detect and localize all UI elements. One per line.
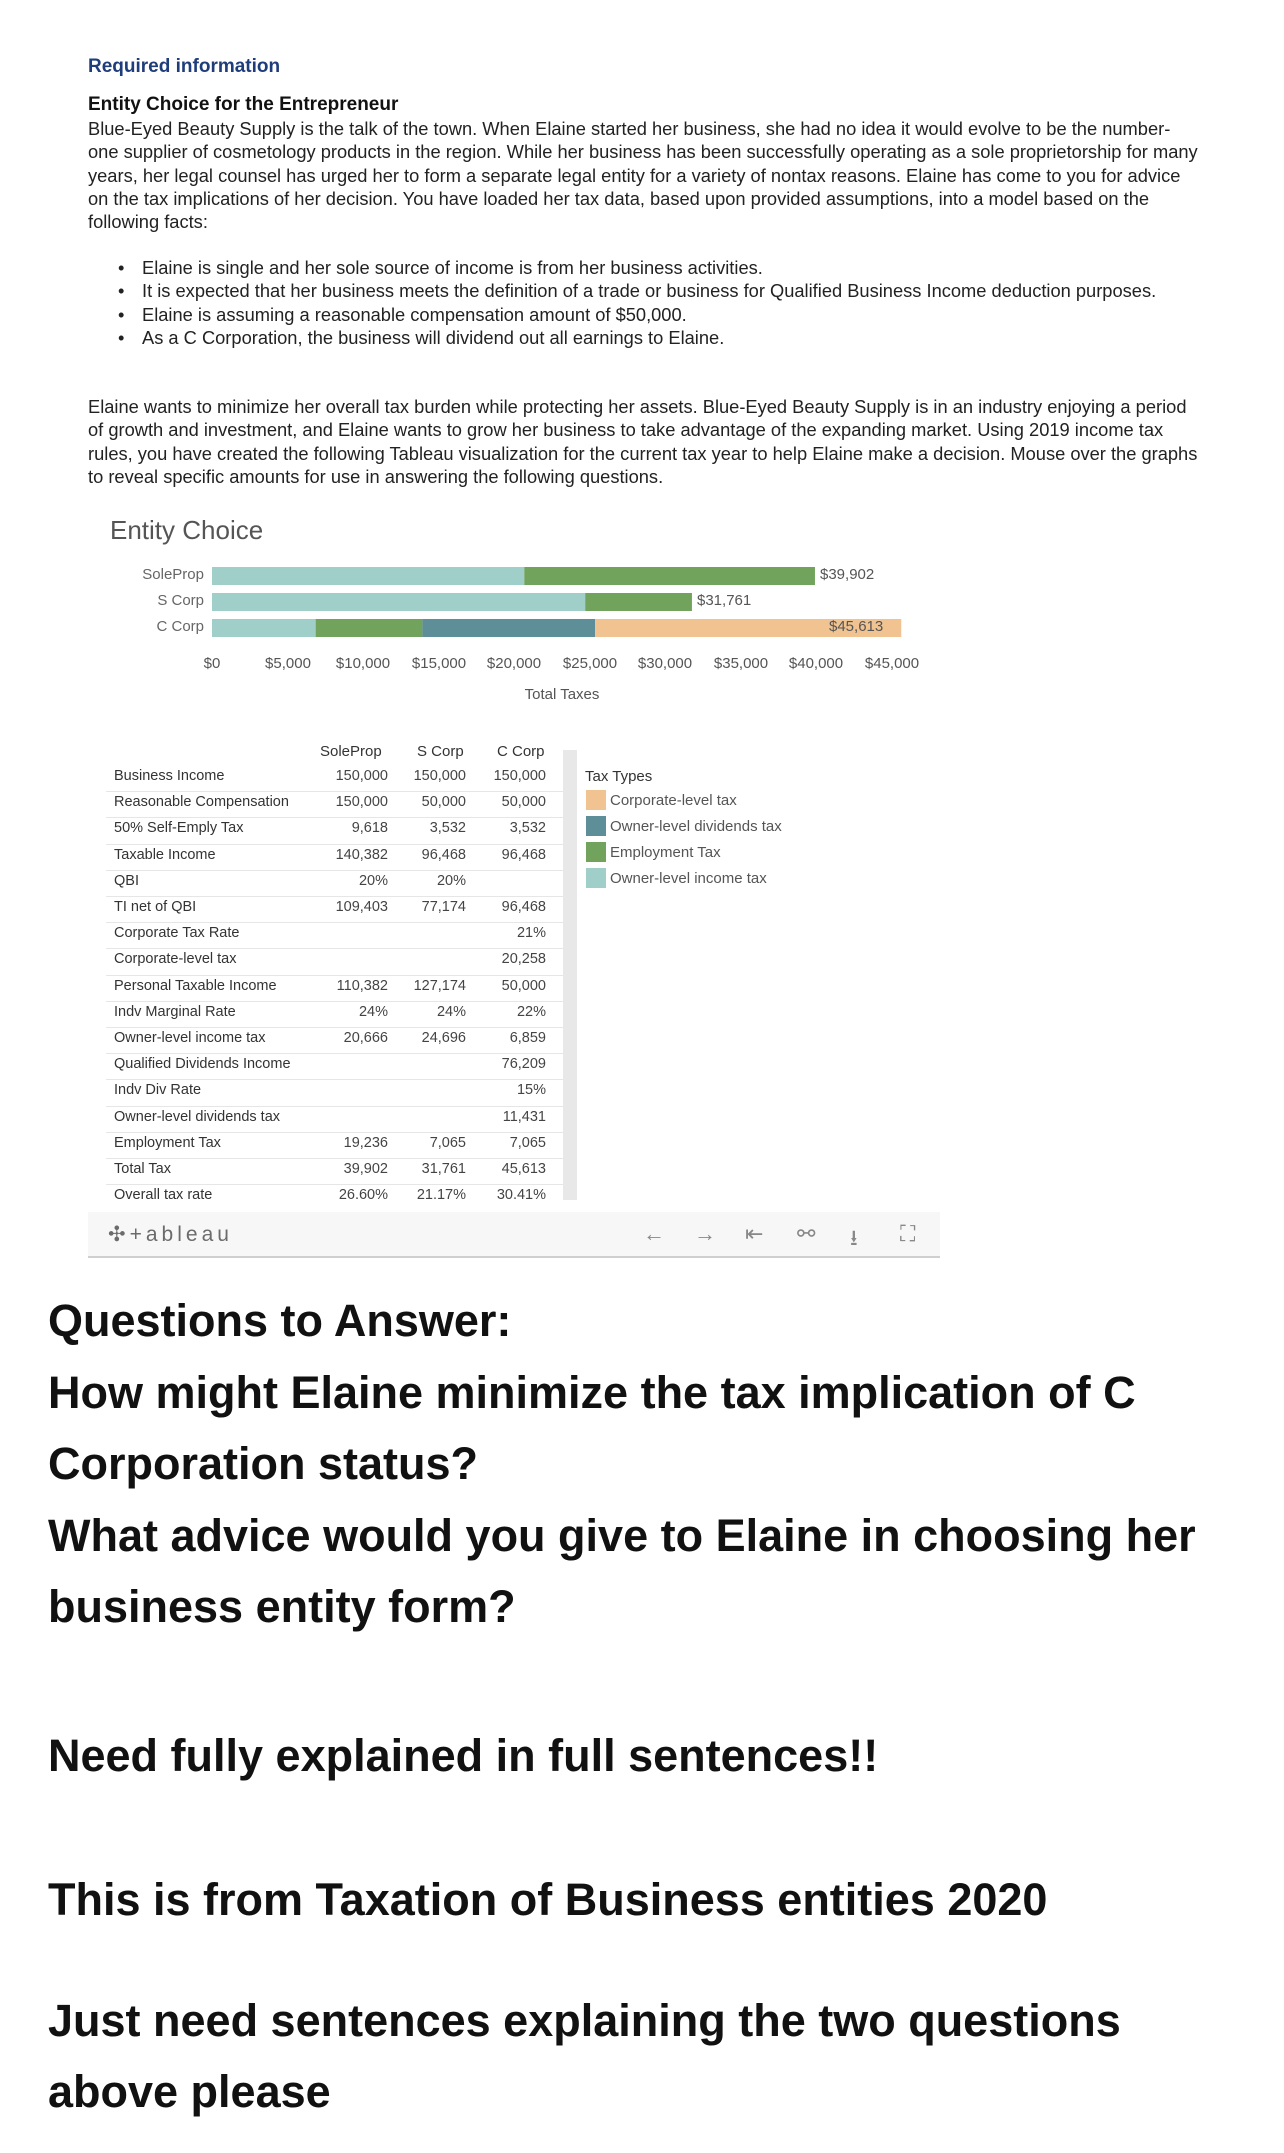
required-information-heading: Required information xyxy=(88,56,281,77)
table-cell: 19,236 xyxy=(343,1135,388,1151)
table-row-label: 50% Self-Emply Tax xyxy=(114,820,244,836)
table-cell: 3,532 xyxy=(509,820,546,836)
bar-segment[interactable] xyxy=(212,593,585,611)
table-cell: 96,468 xyxy=(421,847,466,863)
table-cell: 7,065 xyxy=(429,1135,466,1151)
table-cell: 21% xyxy=(516,925,546,941)
share-icon[interactable]: ⚯ xyxy=(797,1221,816,1246)
x-tick-label: $35,000 xyxy=(713,655,769,672)
table-row-divider xyxy=(106,1132,576,1133)
intro-paragraph: Blue-Eyed Beauty Supply is the talk of the town. When Elaine started her business, she had no idea it would evolve to be the number-one supplier of cosmetology products in the region. While her business has been successfully operating as a sole proprietorship for many years, her legal counsel has urged her to form a separate legal entity for a variety of nontax reasons. Elaine has come to you for advice on the tax implications of her decision. You have loaded her tax data, based upon provided assumptions, into a model based on the following facts: xyxy=(88,118,1198,233)
legend-item[interactable] xyxy=(586,841,721,863)
x-tick-label: $45,000 xyxy=(864,655,920,672)
bar-segment[interactable] xyxy=(422,619,595,637)
note-request-line-1: Just need sentences explaining the two questions xyxy=(48,1995,1121,2046)
table-cell: 140,382 xyxy=(335,847,388,863)
table-cell: 20,258 xyxy=(501,951,546,967)
table-cell: 96,468 xyxy=(501,847,546,863)
table-cell: 150,000 xyxy=(413,768,466,784)
table-cell: 6,859 xyxy=(509,1030,546,1046)
table-cell: 22% xyxy=(516,1004,546,1020)
table-header: C Corp xyxy=(497,743,545,760)
table-cell: 9,618 xyxy=(351,820,388,836)
viz-title: Entity Choice xyxy=(110,515,264,545)
tableau-mark-icon: ✣ xyxy=(108,1223,130,1246)
undo-icon[interactable]: ← xyxy=(643,1221,665,1246)
table-cell: 3,532 xyxy=(429,820,466,836)
legend-swatch xyxy=(586,790,606,810)
table-cell: 7,065 xyxy=(509,1135,546,1151)
bar-chart-svg xyxy=(0,0,1284,720)
tableau-logo[interactable] xyxy=(108,1222,233,1247)
table-cell: 11,431 xyxy=(502,1109,546,1125)
table-cell: 20,666 xyxy=(343,1030,388,1046)
table-cell: 20% xyxy=(358,873,388,889)
note-full-sentences: Need fully explained in full sentences!! xyxy=(48,1730,879,1781)
table-row-label: Qualified Dividends Income xyxy=(114,1056,291,1072)
table-row-divider xyxy=(106,1158,576,1159)
table-row-label: Corporate-level tax xyxy=(114,951,237,967)
legend-item[interactable] xyxy=(586,815,782,837)
table-cell: 15% xyxy=(516,1082,546,1098)
table-row-divider xyxy=(106,817,576,818)
x-tick-label: $30,000 xyxy=(637,655,693,672)
table-row-label: Taxable Income xyxy=(114,847,216,863)
goal-paragraph: Elaine wants to minimize her overall tax burden while protecting her assets. Blue-Eyed Beauty Supply is in an industry enjoying a period of growth and investment, and Elaine wants to grow her business to take advantage of the expanding market. Using 2019 income tax rules, you have created the following Tableau visualization for the current tax year to help Elaine make a decision. Mouse over the graphs to reveal specific amounts for use in answering the following questions. xyxy=(88,396,1198,487)
table-row-label: Corporate Tax Rate xyxy=(114,925,240,941)
x-tick-label: $20,000 xyxy=(486,655,542,672)
list-item: • Elaine is single and her sole source of income is from her business activities. xyxy=(118,256,1203,279)
revert-icon[interactable]: ⇤ xyxy=(745,1221,764,1246)
table-cell: 109,403 xyxy=(335,899,388,915)
x-tick-label: $15,000 xyxy=(411,655,467,672)
table-cell: 24,696 xyxy=(421,1030,466,1046)
list-item: • As a C Corporation, the business will dividend out all earnings to Elaine. xyxy=(118,326,1203,349)
redo-icon[interactable]: → xyxy=(694,1221,716,1246)
table-row-label: Business Income xyxy=(114,768,225,784)
table-row-label: Owner-level dividends tax xyxy=(114,1109,281,1125)
table-cell: 96,468 xyxy=(501,899,546,915)
table-header: S Corp xyxy=(417,743,464,760)
table-row-divider xyxy=(106,896,576,897)
table-row-divider xyxy=(106,1001,576,1002)
legend-swatch xyxy=(586,868,606,888)
x-tick-label: $5,000 xyxy=(265,655,311,672)
list-item: • It is expected that her business meets the definition of a trade or business for Qualified Business Income deduction purposes. xyxy=(118,279,1203,302)
legend-item[interactable] xyxy=(586,867,767,889)
table-cell: 30.41% xyxy=(496,1187,546,1203)
fullscreen-icon[interactable]: ⛶ xyxy=(900,1221,916,1246)
x-axis-title: Total Taxes xyxy=(524,686,600,703)
question-1-line-2: Corporation status? xyxy=(48,1438,479,1489)
table-cell: 150,000 xyxy=(335,794,388,810)
table-cell: 150,000 xyxy=(493,768,546,784)
bar-segment[interactable] xyxy=(585,593,692,611)
table-cell: 26.60% xyxy=(338,1187,388,1203)
table-row-label: Owner-level income tax xyxy=(114,1030,266,1046)
question-1-line-1: How might Elaine minimize the tax implication of C xyxy=(48,1367,1136,1418)
download-icon[interactable]: ⭳ xyxy=(850,1225,858,1250)
category-label: C Corp xyxy=(156,618,204,635)
table-cell: 31,761 xyxy=(421,1161,466,1177)
tableau-logo-text: +ableau xyxy=(129,1223,233,1246)
table-row-divider xyxy=(106,1184,576,1185)
legend-title: Tax Types xyxy=(585,768,653,785)
table-row-divider xyxy=(106,922,576,923)
table-header: SoleProp xyxy=(320,743,382,760)
question-2-line-2: business entity form? xyxy=(48,1581,516,1632)
table-cell: 50,000 xyxy=(421,794,466,810)
table-cell: 50,000 xyxy=(501,978,546,994)
note-request-line-2: above please xyxy=(48,2066,331,2117)
legend-swatch xyxy=(586,816,606,836)
table-row-label: Indv Marginal Rate xyxy=(114,1004,236,1020)
category-label: S Corp xyxy=(157,592,204,609)
table-row-divider xyxy=(106,1106,576,1107)
x-tick-label: $40,000 xyxy=(788,655,844,672)
table-row-divider xyxy=(106,1079,576,1080)
question-2-line-1: What advice would you give to Elaine in choosing her xyxy=(48,1510,1196,1561)
table-row-divider xyxy=(106,791,576,792)
list-item: • Elaine is assuming a reasonable compensation amount of $50,000. xyxy=(118,303,1203,326)
table-row-label: Employment Tax xyxy=(114,1135,221,1151)
table-cell: 150,000 xyxy=(335,768,388,784)
table-cell: 76,209 xyxy=(501,1056,546,1072)
table-row-label: Total Tax xyxy=(114,1161,171,1177)
table-cell: 45,613 xyxy=(501,1161,546,1177)
bar-segment[interactable] xyxy=(524,567,815,585)
bar-total-label: $31,761 xyxy=(697,592,752,609)
x-tick-label: $0 xyxy=(203,655,221,672)
table-row-divider xyxy=(106,975,576,976)
table-cell: 20% xyxy=(436,873,466,889)
table-row-divider xyxy=(106,1053,576,1054)
table-cell: 50,000 xyxy=(501,794,546,810)
table-row-divider xyxy=(106,948,576,949)
category-label: SoleProp xyxy=(142,566,204,583)
bar-segment[interactable] xyxy=(212,619,316,637)
x-tick-label: $10,000 xyxy=(335,655,391,672)
legend-label: Employment Tax xyxy=(610,843,721,861)
bar-segment[interactable] xyxy=(316,619,423,637)
table-cell: 21.17% xyxy=(416,1187,466,1203)
table-row-label: Reasonable Compensation xyxy=(114,794,289,810)
table-cell: 24% xyxy=(358,1004,388,1020)
legend-swatch xyxy=(586,842,606,862)
bar-total-label: $45,613 xyxy=(829,618,884,635)
bar-total-label: $39,902 xyxy=(820,566,875,583)
table-scrollbar[interactable] xyxy=(563,750,577,1200)
table-cell: 39,902 xyxy=(343,1161,388,1177)
legend-label: Owner-level dividends tax xyxy=(610,817,782,835)
legend-label: Owner-level income tax xyxy=(610,869,767,887)
table-cell: 77,174 xyxy=(421,899,466,915)
legend-item[interactable] xyxy=(586,789,737,811)
table-cell: 24% xyxy=(436,1004,466,1020)
table-row-label: Indv Div Rate xyxy=(114,1082,202,1098)
table-row-label: TI net of QBI xyxy=(114,899,197,915)
x-tick-label: $25,000 xyxy=(562,655,618,672)
table-row-divider xyxy=(106,1027,576,1028)
case-title: Entity Choice for the Entrepreneur xyxy=(88,94,399,115)
table-row-label: Overall tax rate xyxy=(114,1187,213,1203)
table-row-label: Personal Taxable Income xyxy=(114,978,277,994)
table-cell: 127,174 xyxy=(413,978,466,994)
note-source: This is from Taxation of Business entities 2020 xyxy=(48,1874,1048,1925)
questions-heading: Questions to Answer: xyxy=(48,1295,512,1346)
table-row-label: QBI xyxy=(114,873,139,889)
table-cell: 110,382 xyxy=(336,978,388,994)
table-row-divider xyxy=(106,870,576,871)
table-row-divider xyxy=(106,844,576,845)
bar-segment[interactable] xyxy=(212,567,524,585)
legend-label: Corporate-level tax xyxy=(610,791,737,809)
